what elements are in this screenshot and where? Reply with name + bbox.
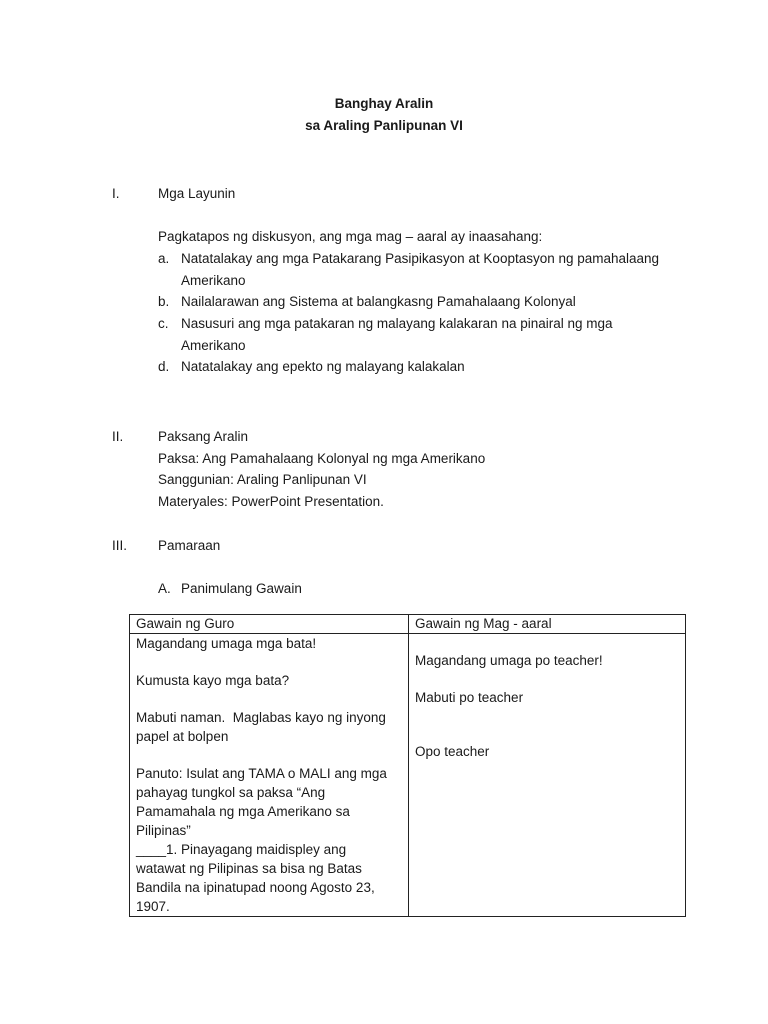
section-1-numeral: I.: [112, 186, 120, 201]
panuto-line1: Panuto: Isulat ang TAMA o MALI ang mga: [136, 766, 387, 781]
section-1-heading: Mga Layunin: [158, 186, 236, 201]
teacher-column-header: Gawain ng Guro: [130, 615, 409, 634]
objectives-intro: Pagkatapos ng diskusyon, ang mga mag – aaral ay inaasahang:: [158, 229, 543, 244]
student-column-header: Gawain ng Mag - aaral: [409, 615, 686, 634]
objective-a-marker: a.: [158, 251, 170, 266]
teacher-greeting: Magandang umaga mga bata!: [136, 636, 317, 651]
paksa-line: Paksa: Ang Pamahalaang Kolonyal ng mga Amerikano: [158, 451, 486, 466]
student-greeting: Magandang umaga po teacher!: [415, 653, 603, 668]
objective-d-line1: Natatalakay ang epekto ng malayang kalakalan: [181, 359, 465, 374]
table-header-row: [130, 615, 686, 634]
objective-a-line1: Natatalakay ang mga Patakarang Pasipikasyon at Kooptasyon ng pamahalaang: [181, 251, 660, 266]
objective-b-line1: Nailalarawan ang Sistema at balangkasng Pamahalaang Kolonyal: [181, 294, 576, 309]
section-2-numeral: II.: [112, 429, 124, 444]
subsection-a-marker: A.: [158, 581, 171, 596]
panuto-line2: pahayag tungkol sa paksa “Ang: [136, 785, 326, 800]
table-row: [130, 634, 686, 917]
quiz-item-1-line2: watawat ng Pilipinas sa bisa ng Batas: [136, 861, 362, 876]
panuto-line4: Pilipinas”: [136, 823, 191, 838]
teacher-mabuti-line2: papel at bolpen: [136, 729, 229, 744]
quiz-item-1-line4: 1907.: [136, 899, 170, 914]
quiz-item-1-line3: Bandila na ipinatupad noong Agosto 23,: [136, 880, 375, 895]
objective-c-line1: Nasusuri ang mga patakaran ng malayang kalakaran na pinairal ng mga: [181, 316, 613, 331]
section-3-numeral: III.: [112, 538, 128, 553]
objective-d-marker: d.: [158, 359, 170, 374]
spacer: [136, 746, 408, 764]
spacer: [415, 707, 685, 742]
spacer: [415, 634, 685, 651]
student-mabuti: Mabuti po teacher: [415, 690, 524, 705]
objective-a-line2: Amerikano: [181, 273, 246, 288]
student-activities-cell: [409, 634, 686, 917]
teacher-mabuti-line1: Mabuti naman. Maglabas kayo ng inyong: [136, 710, 386, 725]
spacer: [415, 670, 685, 688]
subsection-a-title: Panimulang Gawain: [181, 581, 302, 596]
activity-table: [129, 614, 686, 917]
objective-c-line2: Amerikano: [181, 338, 246, 353]
sanggunian-line: Sanggunian: Araling Panlipunan VI: [158, 472, 367, 487]
panuto-line3: Pamamahala ng mga Amerikano sa: [136, 804, 350, 819]
materyales-line: Materyales: PowerPoint Presentation.: [158, 494, 384, 509]
document-subtitle: sa Araling Panlipunan VI: [305, 118, 463, 133]
objective-b-marker: b.: [158, 294, 170, 309]
spacer: [136, 690, 408, 708]
teacher-activities-cell: [130, 634, 409, 917]
objective-c-marker: c.: [158, 316, 169, 331]
document-title: Banghay Aralin: [334, 96, 434, 111]
section-2-heading: Paksang Aralin: [158, 429, 249, 444]
quiz-item-1-line1: ____1. Pinayagang maidispley ang: [136, 842, 347, 857]
student-opo: Opo teacher: [415, 744, 490, 759]
spacer: [136, 653, 408, 671]
section-3-heading: Pamaraan: [158, 538, 221, 553]
teacher-kumusta: Kumusta kayo mga bata?: [136, 673, 290, 688]
